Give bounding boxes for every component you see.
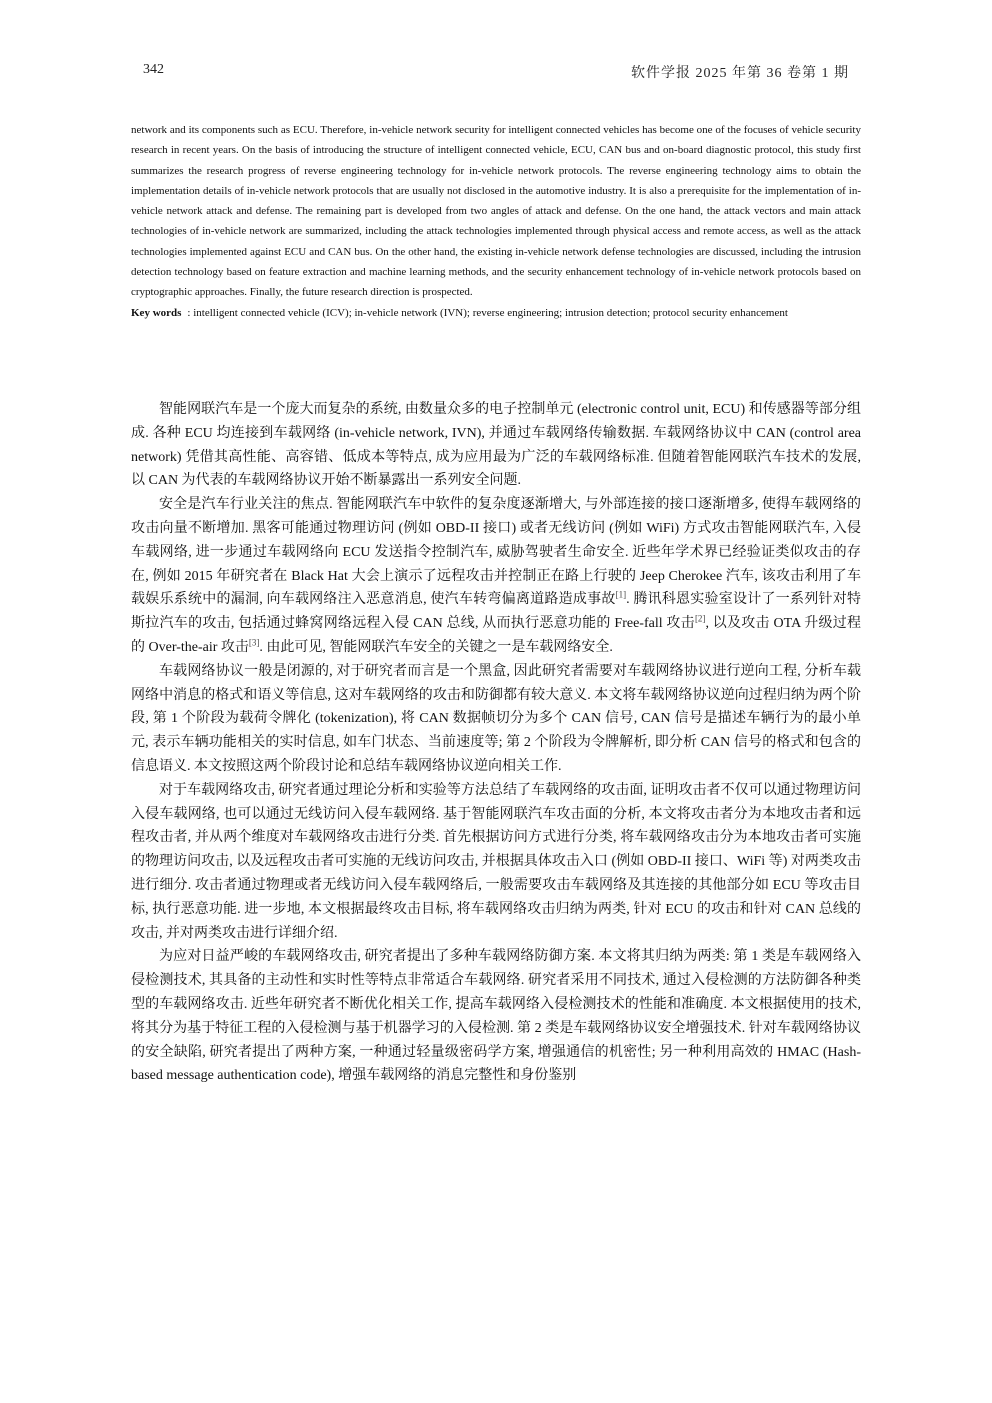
paragraph-2-part-d: . 由此可见, 智能网联汽车安全的关键之一是车载网络安全. [259, 639, 613, 655]
citation-3[interactable]: [3] [248, 637, 260, 648]
paragraph-3: 车载网络协议一般是闭源的, 对于研究者而言是一个黑盒, 因此研究者需要对车载网络协议进行逆向工程, 分析车载网络中消息的格式和语义等信息, 这对车载网络的攻击和防御都有较大意义. 本文将车载网络协议逆向过程归纳为两个阶段, 第 1 个阶段为载荷令牌化 (tokenization), 将 CAN 数据帧切分为多个 CAN 信号, CAN 信号是描述车辆行为的最小单元, 表示车辆功能相关的实时信息, 如车门状态、当前速度等; 第 2 个阶段为令牌解析, 即分析 CAN 信号的格式和包含的信息语义. 本文按照这两个阶段讨论和总结车载网络协议逆向相关工作. [131, 663, 861, 774]
paragraph-2-part-b: . 腾讯科恩实验室设计了一系列针对特斯拉汽车的攻击, 包括通过蜂窝网络远程入侵 CAN 总线, 从而执行恶意功能的 Free-fall 攻击 [131, 592, 861, 632]
paragraph-2 [131, 493, 861, 660]
keywords [131, 303, 861, 323]
running-title: 软件学报 2025 年第 36 卷第 1 期 [631, 66, 849, 81]
paragraph-4: 对于车载网络攻击, 研究者通过理论分析和实验等方法总结了车载网络的攻击面, 证明攻击者不仅可以通过物理访问入侵车载网络, 也可以通过无线访问入侵车载网络. 基于智能网联汽车攻击面的分析, 本文将攻击者分为本地攻击者和远程攻击者, 并从两个维度对车载网络攻击进行分类. 首先根据访问方式进行分类, 将车载网络攻击分为本地攻击者可实施的物理访问攻击, 以及远程攻击者可实施的无线访问攻击, 并根据具体攻击入口 (例如 OBD-II 接口、WiFi 等) 对两类攻击进行细分. 攻击者通过物理或者无线访问入侵车载网络后, 一般需要攻击车载网络及其连接的其他部分如 ECU 等攻击目标, 执行恶意功能. 进一步地, 本文根据最终攻击目标, 将车载网络攻击归纳为两类, 针对 ECU 的攻击和针对 CAN 总线的攻击, 并对两类攻击进行详细介绍. [131, 782, 861, 941]
page-number: 342 [143, 62, 164, 77]
keywords-text: : intelligent connected vehicle (ICV); in-vehicle network (IVN); reverse engineering; intrusion detection; protocol security enhancement [187, 306, 788, 319]
body-text [131, 398, 861, 1088]
citation-2[interactable]: [2] [694, 613, 706, 624]
paragraph-1: 智能网联汽车是一个庞大而复杂的系统, 由数量众多的电子控制单元 (electronic control unit, ECU) 和传感器等部分组成. 各种 ECU 均连接到车载网络 (in-vehicle network, IVN), 并通过车载网络传输数据. 车载网络协议中 CAN (control area network) 凭借其高性能、高容错、低成本等特点, 成为应用最为广泛的车载网络标准. 但随着智能网联汽车技术的发展, 以 CAN 为代表的车载网络协议开始不断暴露出一系列安全问题. [131, 402, 861, 489]
keywords-label: Key words [131, 306, 182, 319]
abstract-section [131, 120, 861, 323]
paragraph-2-part-c: , 以及攻击 OTA 升级过程的 Over-the-air 攻击 [131, 616, 861, 655]
paragraph-5: 为应对日益严峻的车载网络攻击, 研究者提出了多种车载网络防御方案. 本文将其归纳为两类: 第 1 类是车载网络入侵检测技术, 其具备的主动性和实时性等特点非常适合车载网络. 研究者采用不同技术, 通过入侵检测的方法防御各种类型的车载网络攻击. 近些年研究者不断优化相关工作, 提高车载网络入侵检测技术的性能和准确度. 本文根据使用的技术, 将其分为基于特征工程的入侵检测与基于机器学习的入侵检测. 第 2 类是车载网络协议安全增强技术. 针对车载网络协议的安全缺陷, 研究者提出了两种方案, 一种通过轻量级密码学方案, 增强通信的机密性; 另一种利用高效的 HMAC (Hash-based message authentication code), 增强车载网络的消息完整性和身份鉴别 [131, 949, 861, 1084]
citation-1[interactable]: [1] [615, 589, 627, 600]
paragraph-2-part-a: 安全是汽车行业关注的焦点. 智能网联汽车中软件的复杂度逐渐增大, 与外部连接的接口逐渐增多, 使得车载网络的攻击向量不断增加. 黑客可能通过物理访问 (例如 OBD-II 接口) 或者无线访问 (例如 WiFi) 方式攻击智能网联汽车, 入侵车载网络, 进一步通过车载网络向 ECU 发送指令控制汽车, 威胁驾驶者生命安全. 近些年学术界已经验证类似攻击的存在, 例如 2015 年研究者在 Black Hat 大会上演示了远程攻击并控制正在路上行驶的 Jeep Cherokee 汽车, 该攻击利用了车载娱乐系统中的漏洞, 向车载网络注入恶意消息, 使汽车转弯偏离道路造成事故 [131, 497, 861, 608]
page-header [143, 62, 849, 82]
abstract-text: network and its components such as ECU. Therefore, in-vehicle network security for intelligent connected vehicles has become one of the focuses of vehicle security research in recent years. On the basis of introducing the structure of intelligent connected vehicle, ECU, CAN bus and on-board diagnostic protocol, this study first summarizes the research progress of reverse engineering technology for in-vehicle network protocols. The reverse engineering technology aims to obtain the implementation details of in-vehicle network protocols that are usually not disclosed in the automotive industry. It is also a prerequisite for the implementation of in-vehicle network attack and defense. The remaining part is developed from two angles of attack and defense. On the one hand, the attack vectors and main attack technologies of in-vehicle network are summarized, including the attack technologies implemented through physical access and remote access, as well as the attack technologies implemented against ECU and CAN bus. On the other hand, the existing in-vehicle network defense technologies are discussed, including the intrusion detection technology based on feature extraction and machine learning methods, and the security enhancement technology of in-vehicle network protocols based on cryptographic approaches. Finally, the future research direction is prospected. [131, 124, 861, 299]
